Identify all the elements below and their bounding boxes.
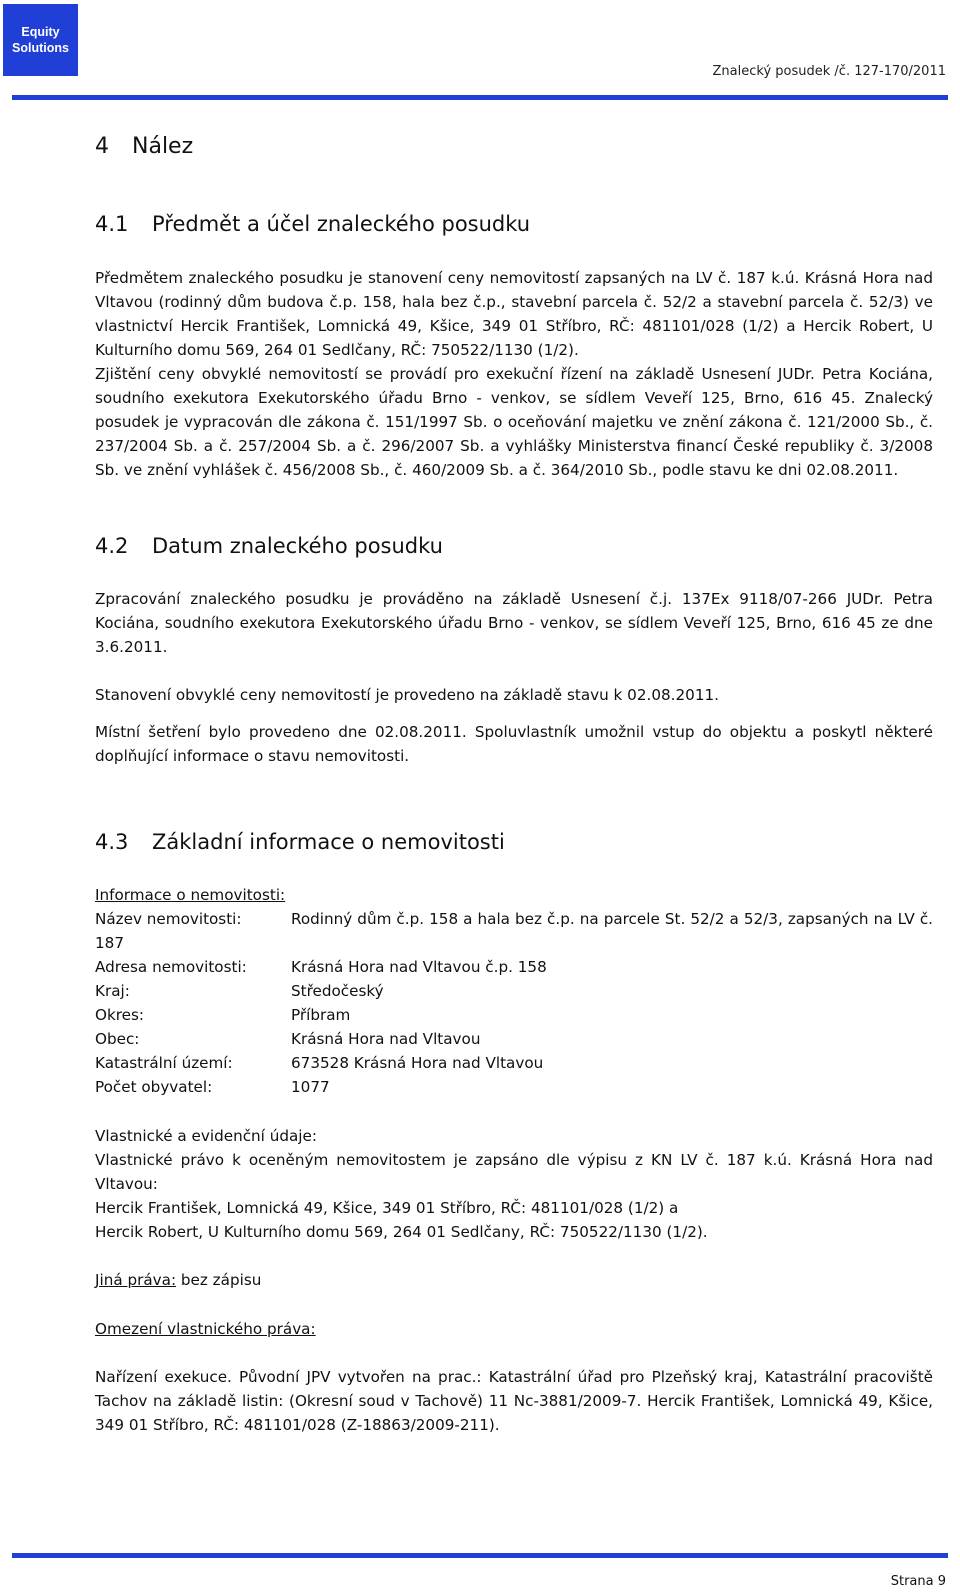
info-value: Rodinný dům č.p. 158 a hala bez č.p. na parcele St. 52/2 a 52/3, zapsaných na LV č. 187 [95, 910, 933, 952]
section-number: 4 [95, 134, 109, 159]
header-rule [12, 95, 948, 100]
footer-rule [12, 1553, 948, 1558]
section-heading-4-1 [95, 212, 530, 236]
ownership-text: Vlastnické právo k oceněným nemovitostem je zapsáno dle výpisu z KN LV č. 187 k.ú. Krásná Hora nad Vltavou: [95, 1151, 933, 1193]
section-title: Nález [132, 134, 194, 159]
section-title: Předmět a účel znaleckého posudku [152, 212, 531, 236]
info-value: Příbram [291, 1006, 351, 1024]
info-heading [95, 883, 933, 907]
info-label: Počet obyvatel: [95, 1078, 213, 1096]
paragraph-date-basis: Zpracování znaleckého posudku je prováděno na základě Usnesení č.j. 137Ex 9118/07-266 JUDr. Petra Kociána, soudního exekutora Exekutorského úřadu Brno - venkov, se sídlem Veveří 125, Brno, 616 45 ze dne 3.6.2011. [95, 590, 933, 656]
info-row-name [95, 907, 933, 955]
other-rights-value: bez zápisu [176, 1271, 262, 1289]
company-logo [3, 4, 78, 76]
paragraph-purpose: Zjištění ceny obvyklé nemovitostí se provádí pro exekuční řízení na základě Usnesení JUDr. Petra Kociána, soudního exekutora Exekutorského úřadu Brno - venkov, se sídlem Veveří 125, Brno, 616 45. Znalecký posudek je vypracován dle zákona č. 151/1997 Sb. o oceňování majetku ve znění zákona č. 121/2000 Sb., č. 237/2004 Sb. a č. 257/2004 Sb. a č. 296/2007 Sb. a vyhlášky Ministerstva financí České republiky č. 3/2008 Sb. ve znění vyhlášek č. 456/2008 Sb., č. 460/2009 Sb. a č. 364/2010 Sb., podle stavu ke dni 02.08.2011. [95, 365, 933, 479]
info-label: Kraj: [95, 982, 130, 1000]
owner-line: Hercik Robert, U Kulturního domu 569, 264 01 Sedlčany, RČ: 750522/1130 (1/2). [95, 1223, 708, 1241]
info-value: 673528 Krásná Hora nad Vltavou [291, 1054, 544, 1072]
section-heading-4-2 [95, 534, 443, 558]
info-label: Obec: [95, 1030, 140, 1048]
restrictions-label: Omezení vlastnického práva: [95, 1320, 316, 1338]
paragraph-inspection: Místní šetření bylo provedeno dne 02.08.2011. Spoluvlastník umožnil vstup do objektu a poskytl některé doplňující informace o stavu nemovitosti. [95, 723, 933, 765]
section-title: Základní informace o nemovitosti [152, 830, 505, 854]
owner-line: Hercik František, Lomnická 49, Kšice, 349 01 Stříbro, RČ: 481101/028 (1/2) a [95, 1199, 679, 1217]
page-number: Strana 9 [890, 1574, 946, 1589]
info-label: Katastrální území: [95, 1054, 233, 1072]
info-label: Okres: [95, 1006, 145, 1024]
section-number: 4.1 [95, 212, 129, 236]
restrictions-text: Nařízení exekuce. Původní JPV vytvořen na prac.: Katastrální úřad pro Plzeňský kraj, Katastrální pracoviště Tachov na základě listin: (Okresní soud v Tachově) 11 Nc-3881/2009-7. Hercik František, Lomnická 49, Kšice, 349 01 Stříbro, RČ: 481101/028 (Z-18863/2009-211). [95, 1368, 933, 1434]
section-number: 4.2 [95, 534, 129, 558]
paragraph-subject: Předmětem znaleckého posudku je stanovení ceny nemovitostí zapsaných na LV č. 187 k.ú. Krásná Hora nad Vltavou (rodinný dům budova č.p. 158, hala bez č.p., stavební parcela č. 52/2 a stavební parcela č. 52/3) ve vlastnictví Hercik František, Lomnická 49, Kšice, 349 01 Stříbro, RČ: 481101/028 (1/2) a Hercik Robert, U Kulturního domu 569, 264 01 Sedlčany, RČ: 750522/1130 (1/2). [95, 269, 933, 359]
section-heading-4-3 [95, 830, 505, 854]
other-rights-label: Jiná práva: [95, 1271, 177, 1289]
info-value: 1077 [291, 1078, 330, 1096]
info-value: Středočeský [291, 982, 384, 1000]
other-rights [95, 1268, 933, 1292]
logo-line-1: Equity [21, 25, 60, 39]
restrictions-heading [95, 1317, 933, 1341]
info-heading-label: Informace o nemovitosti: [95, 886, 286, 904]
info-value: Krásná Hora nad Vltavou č.p. 158 [291, 958, 547, 976]
logo-line-2: Solutions [12, 41, 69, 55]
section-heading-4 [95, 134, 193, 159]
paragraph-valuation-date: Stanovení obvyklé ceny nemovitostí je provedeno na základě stavu k 02.08.2011. [95, 686, 719, 704]
section-title: Datum znaleckého posudku [152, 534, 443, 558]
ownership-heading: Vlastnické a evidenční údaje: [95, 1127, 317, 1145]
info-label: Název nemovitosti: [95, 910, 242, 928]
document-reference: Znalecký posudek /č. 127-170/2011 [712, 64, 946, 79]
info-label: Adresa nemovitosti: [95, 958, 247, 976]
section-number: 4.3 [95, 830, 129, 854]
info-value: Krásná Hora nad Vltavou [291, 1030, 481, 1048]
